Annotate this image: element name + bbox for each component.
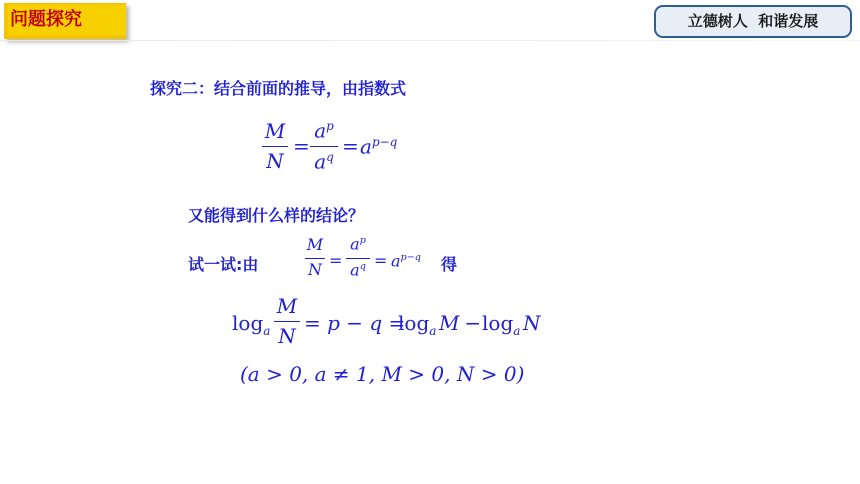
log-word: log [232, 311, 264, 335]
base-a: a [314, 149, 327, 174]
conditions-text: (a > 0, a ≠ 1, M > 0, N > 0) [240, 362, 525, 386]
exp-result [360, 136, 397, 157]
try-fraction-apq [346, 235, 370, 281]
exponent-p: p [359, 235, 366, 246]
base-a: a [350, 234, 360, 254]
log-word: log [398, 311, 430, 335]
section-tag-label: 问题探究 [8, 5, 126, 35]
exp-fraction-apq [310, 118, 338, 174]
heading-text: 探究二：结合前面的推导，由指数式 [150, 79, 407, 98]
equals-sign: = [329, 251, 343, 270]
fraction-bar [262, 146, 288, 147]
log-base: a [263, 324, 271, 338]
exponent-q: q [326, 150, 334, 164]
exp-fraction-mn [262, 121, 288, 173]
log-fraction-mn [274, 296, 300, 348]
log-term-2 [398, 313, 436, 337]
base-a: a [314, 118, 327, 143]
exponent-p-minus-q: p−q [371, 135, 398, 149]
exp-denominator-n: N [266, 149, 284, 173]
base-a: a [360, 134, 372, 159]
exp-numerator-m: M [264, 119, 286, 143]
fraction-bar [310, 146, 338, 147]
exponent-p-minus-q: p−q [400, 252, 421, 263]
try-denominator-n: N [308, 260, 322, 279]
log-term-3 [482, 313, 520, 337]
exponent-q: q [359, 261, 366, 272]
question-text: 又能得到什么样的结论？ [188, 206, 365, 225]
minus-sign: − [458, 311, 488, 335]
log-middle: = p − q = [304, 311, 406, 335]
try-numerator-m: M [306, 235, 324, 254]
header-divider [0, 40, 860, 41]
fraction-bar [274, 321, 300, 322]
fraction-bar [346, 258, 370, 259]
exponent-p: p [326, 119, 334, 133]
log-denominator-n: N [278, 324, 296, 348]
equals-sign: = [342, 134, 359, 158]
log-var-m: M [439, 311, 460, 335]
log-base: a [513, 324, 521, 338]
try-result [391, 253, 421, 269]
log-numerator-m: M [276, 294, 298, 318]
base-a: a [350, 260, 360, 280]
log-term-1 [232, 313, 270, 337]
equals-sign: = [374, 251, 388, 270]
log-base: a [429, 324, 437, 338]
try-suffix: 得 [441, 255, 458, 274]
try-fraction-mn [305, 237, 325, 281]
log-var-n: N [523, 311, 541, 335]
section-tag [4, 3, 126, 39]
motto-badge: 立德树人 和谐发展 [654, 5, 852, 38]
base-a: a [391, 251, 401, 271]
log-word: log [482, 311, 514, 335]
try-prefix: 试一试:由 [188, 255, 259, 274]
equals-sign: = [293, 134, 310, 158]
